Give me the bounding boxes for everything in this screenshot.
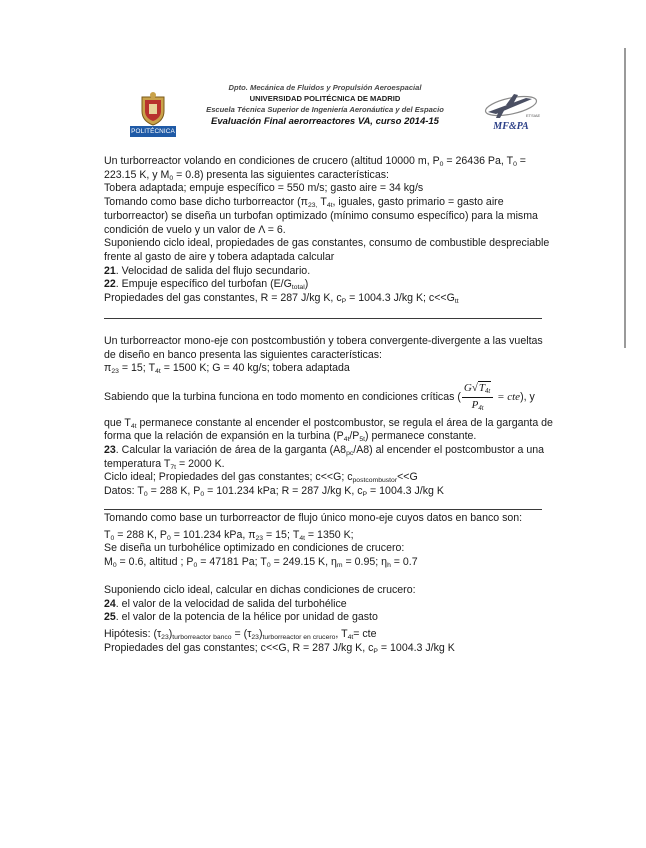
scrollbar[interactable] — [624, 48, 626, 348]
text-line: turborreactor) se diseña un turbofan optimizado (mínimo consumo específico) para la misma — [104, 209, 538, 222]
mfpa-logo-label: MF&PA — [493, 121, 529, 132]
text-line: 223.15 K, y $M_0 = 0.8$) presenta las siguientes características: — [104, 168, 389, 182]
text-line: Un turborreactor volando en condiciones de crucero (altitud 10000 m, $P_0 = 26436$ Pa, $T_0$ = — [104, 155, 526, 168]
mfpa-logo — [476, 90, 546, 138]
text-line: Suponiendo ciclo ideal, propiedades de gas constantes, consumo de combustible despreciable — [104, 237, 550, 250]
question-23: 23. Calcular la variación de área de la garganta $(A8_{pc}/A8)$ al encender el postcombustor a una — [104, 443, 545, 457]
text-line: de diseño en banco presenta las siguientes características: — [104, 348, 382, 361]
question-24: 24. el valor de la velocidad de salida del turbohélice — [104, 597, 347, 610]
upm-crest-icon — [130, 91, 176, 127]
text-line: Tomando como base dicho turborreactor ($\pi_{23,}$ $T_{4t}$, iguales, gasto primario = gasto aire — [104, 196, 504, 210]
text-line: temperatura $T_{7t} = 2000$ K. — [104, 457, 225, 471]
text-line: que $T_{4t}$ permanece constante al encender el postcombustor, se regula el área de la garganta de — [104, 416, 553, 430]
text-line: $\pi_{23} = 15$; $T_{4t} = 1500$ K; G = 40 kg/s; tobera adaptada — [104, 362, 350, 376]
question-21: 21. Velocidad de salida del flujo secundario. — [104, 264, 311, 277]
text-line: Suponiendo ciclo ideal, calcular en dichas condiciones de crucero: — [104, 583, 416, 596]
svg-text:ETSIAE: ETSIAE — [526, 113, 541, 118]
question-22: 22. Empuje específico del turbofan $(E/G_{total})$ — [104, 278, 309, 292]
text-line: Propiedades del gas constantes; c<<G, R = 287 J/kg K, $c_P = 1004.3$ J/kg K — [104, 641, 455, 655]
problem-2 — [104, 335, 553, 499]
text-line: condición de vuelo y un valor de Λ = 6. — [104, 223, 286, 236]
text-line: Tomando como base un turborreactor de flujo único mono-eje cuyos datos en banco son: — [104, 512, 523, 524]
text-line: Tobera adaptada; empuje específico = 550 m/s; gasto aire = 34 kg/s — [104, 182, 424, 195]
question-25: 25. el valor de la potencia de la hélice por unidad de gasto — [104, 611, 378, 624]
problem-1 — [104, 155, 550, 306]
text-line: Un turborreactor mono-eje con postcombustión y tobera convergente-divergente a las vueltas — [104, 335, 543, 347]
aircraft-emblem-icon — [476, 90, 546, 122]
text-line: Datos: $T_0 = 288$ K, $P_0 = 101.234$ kPa; R = 287 J/kg K, $c_P = 1004.3$ J/kg K — [104, 485, 444, 499]
problem-3 — [104, 512, 544, 655]
page-title: Evaluación Final aerorreactores VA, curso 2014-15 — [211, 116, 439, 127]
text-line: Sabiendo que la turbina funciona en todo momento en condiciones críticas ( $\frac{G√T_{4t}}{P_{4t}}$ = cte), y — [104, 382, 535, 412]
text-line: Ciclo ideal; Propiedades del gas constantes; c<<G; $c_{postcombustor}<<G$ — [104, 471, 418, 485]
section-divider — [104, 318, 542, 319]
text-line: $M_0 = 0.6$, altitud ; $P_0 = 47181$ Pa; $T_0 = 249.15$ K, $\eta_m = 0.95$; $\eta_h = 0.7$ — [104, 556, 418, 570]
text-line: Propiedades del gas constantes, R = 287 J/kg K, $c_P = 1004.3$ J/kg K; $c<<G_{tt}$ — [104, 292, 459, 306]
text-line: forma que la relación de expansión en la turbina $(P_{4t}/P_{5t})$ permanece constante. — [104, 430, 477, 444]
text-line: frente al gasto de aire y tobera adaptada calcular — [104, 250, 335, 263]
header-university: UNIVERSIDAD POLITÉCNICA DE MADRID — [249, 94, 401, 103]
critical-flow-equation: $\frac{G√T_{4t}}{P_{4t}}$ — [462, 382, 493, 412]
document-header — [180, 82, 470, 128]
header-school: Escuela Técnica Superior de Ingeniería Aeronáutica y del Espacio — [206, 105, 444, 114]
header-department: Dpto. Mecánica de Fluidos y Propulsión Aeroespacial — [228, 83, 422, 92]
text-line: $T_0 = 288$ K, $P_0 = 101.234$ kPa, $\pi_{23} = 15$; $T_{4t} = 1350$ K; — [104, 528, 354, 542]
text-line: Hipótesis: $(\tau_{23})_{turborreactor banco} = (\tau_{23})_{turborreactor en crucero}$, $T_{4t}=$ cte — [104, 627, 377, 641]
text-line: Se diseña un turbohélice optimizado en condiciones de crucero: — [104, 542, 405, 555]
upm-logo — [130, 91, 176, 137]
upm-logo-label: POLITÉCNICA — [131, 128, 175, 135]
section-divider — [104, 509, 542, 510]
